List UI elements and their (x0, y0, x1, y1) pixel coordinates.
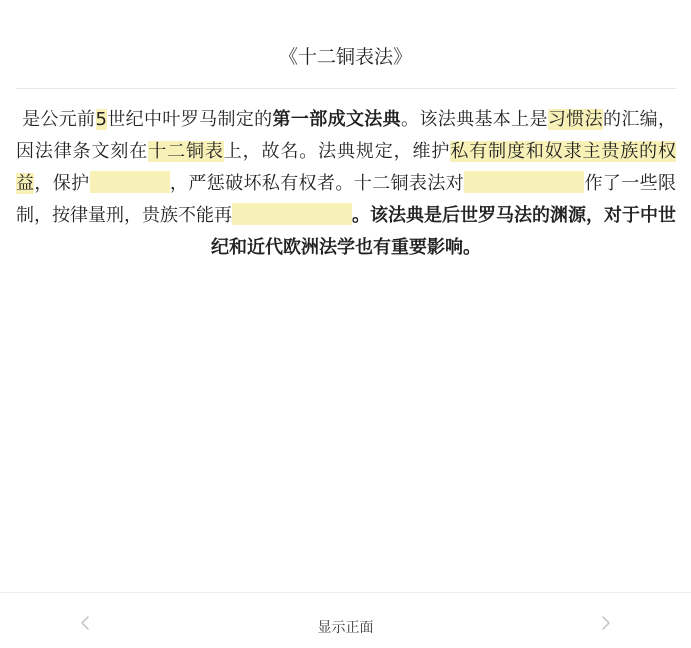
card-body (16, 104, 676, 264)
text-segment: ，保护 (34, 173, 90, 194)
text-segment: ，严惩破坏私有权者。十二铜表法对 (169, 173, 465, 194)
next-card-button[interactable] (596, 613, 616, 633)
text-segment: 是公元前 (22, 109, 96, 130)
cloze-blank[interactable] (232, 203, 352, 225)
text-segment: 。该法典基本上是 (401, 109, 548, 130)
highlight-segment: 十二铜表 (148, 141, 224, 162)
text-segment: 的汇编，因法律条文刻在 (16, 109, 677, 162)
show-front-button[interactable]: 显示正面 (317, 620, 374, 636)
text-segment: 世纪中叶罗马制定的 (106, 109, 273, 130)
text-segment: 作了一些限制，按律量刑，贵族不能再 (16, 173, 677, 226)
highlight-segment: 习惯法 (547, 109, 603, 130)
bold-segment: 第一部成文法典 (272, 109, 402, 130)
text-segment: 上，故名。法典规定，维护 (223, 141, 451, 162)
highlight-segment: 私有制度和奴隶主贵族的权益 (16, 141, 677, 194)
highlight-segment: 5 (95, 109, 107, 130)
cloze-blank[interactable] (90, 171, 170, 193)
cloze-blank[interactable] (464, 171, 584, 193)
chevron-right-icon (596, 613, 616, 633)
footer-bar (0, 593, 691, 648)
title-divider (16, 88, 676, 89)
card-title: 《十二铜表法》 (278, 46, 412, 68)
bold-segment: 。该法典是后世罗马法的渊源，对于中世纪和近代欧洲法学也有重要影响。 (211, 205, 676, 258)
